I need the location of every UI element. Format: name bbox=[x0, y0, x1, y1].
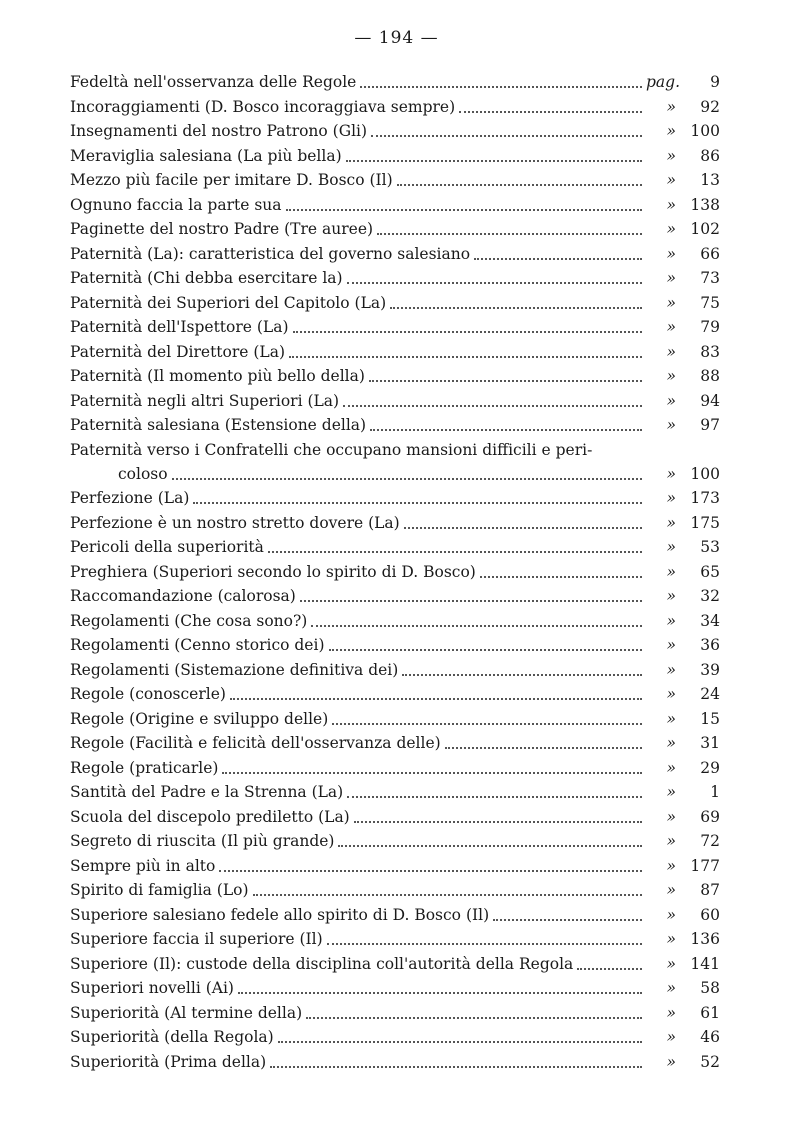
toc-entry bbox=[70, 854, 720, 879]
toc-entry-page-number: 29 bbox=[700, 758, 720, 777]
dot-leader bbox=[289, 356, 642, 358]
toc-entry-title: Regolamenti (Sistemazione definitiva dei) bbox=[70, 660, 399, 679]
toc-entry-page-number: 53 bbox=[700, 538, 720, 556]
toc-entry bbox=[70, 511, 720, 536]
toc-entry-title: Superiore (Il): custode della disciplina coll'autorità della Regola bbox=[70, 954, 574, 973]
toc-entry-title: Segreto di riuscita (Il più grande) bbox=[70, 832, 335, 850]
toc-entry-page-number: 69 bbox=[700, 807, 720, 826]
toc-entry bbox=[70, 1050, 720, 1075]
dot-leader bbox=[238, 992, 642, 994]
dot-leader bbox=[390, 307, 642, 309]
toc-entry-page-number: 92 bbox=[700, 97, 720, 116]
toc-entry bbox=[70, 658, 720, 683]
toc-entry-title: Regole (conoscerle) bbox=[70, 685, 226, 703]
toc-entry-title: Paternità (La): caratteristica del governo salesiano bbox=[70, 244, 471, 263]
toc-entry-page-prefix: » bbox=[666, 538, 676, 556]
toc-entry-page-prefix: » bbox=[666, 391, 676, 410]
dot-leader bbox=[346, 160, 642, 162]
toc-entry-title: Regole (Facilità e felicità dell'osservanza delle) bbox=[70, 734, 441, 752]
toc-entry-page-prefix: » bbox=[666, 318, 676, 336]
toc-entry-page-number: 102 bbox=[690, 220, 720, 238]
toc-entry-title: Perfezione (La) bbox=[70, 489, 190, 507]
toc-entry-page-number: 31 bbox=[700, 734, 720, 752]
toc-entry bbox=[70, 952, 720, 977]
toc-entry-page-number: 94 bbox=[700, 391, 720, 410]
toc-entry-page-prefix: » bbox=[666, 758, 676, 777]
toc-entry bbox=[70, 315, 720, 340]
toc-entry-page-prefix: » bbox=[666, 195, 676, 214]
toc-entry-page-number: 15 bbox=[700, 709, 720, 728]
toc-entry bbox=[70, 242, 720, 267]
toc-entry-title-line bbox=[70, 438, 720, 462]
toc-entry bbox=[70, 878, 720, 903]
dot-leader bbox=[459, 111, 642, 113]
toc-entry bbox=[70, 1001, 720, 1026]
toc-entry-title: Incoraggiamenti (D. Bosco incoraggiava sempre) bbox=[70, 97, 456, 116]
toc-entry-page-prefix: » bbox=[666, 1003, 676, 1022]
toc-entry-page-prefix: » bbox=[666, 416, 676, 434]
toc-entry bbox=[70, 364, 720, 389]
toc-entry bbox=[70, 903, 720, 928]
toc-entry-title: Raccomandazione (calorosa) bbox=[70, 587, 296, 605]
toc-entry-page-number: 52 bbox=[700, 1052, 720, 1071]
toc-entry-page-prefix: » bbox=[666, 611, 676, 630]
toc-entry-page-prefix: » bbox=[666, 832, 676, 850]
dot-leader bbox=[474, 258, 642, 260]
toc-entry-title: Paternità (Chi debba esercitare la) bbox=[70, 269, 343, 287]
toc-entry-page-number: 32 bbox=[700, 587, 720, 605]
toc-entry-page-prefix: » bbox=[666, 1052, 676, 1071]
toc-entry bbox=[70, 633, 720, 658]
toc-entry-page-prefix: » bbox=[666, 660, 676, 679]
toc-entry-page-prefix: » bbox=[666, 171, 676, 189]
toc-entry-title: Paternità dell'Ispettore (La) bbox=[70, 318, 289, 336]
toc-entry-page-prefix: » bbox=[666, 954, 676, 973]
toc-entry-page-number: 39 bbox=[700, 660, 720, 679]
dot-leader bbox=[253, 894, 642, 896]
toc-entry bbox=[70, 144, 720, 169]
toc-entry-page-prefix: » bbox=[666, 464, 676, 483]
toc-entry-page-prefix: » bbox=[666, 807, 676, 826]
dot-leader bbox=[347, 282, 642, 284]
toc-entry-title: Spirito di famiglia (Lo) bbox=[70, 881, 249, 899]
toc-entry-page-prefix: » bbox=[666, 979, 676, 997]
toc-entry-page-number: 73 bbox=[700, 269, 720, 287]
toc-entry-title: Preghiera (Superiori secondo lo spirito di D. Bosco) bbox=[70, 562, 476, 581]
toc-entry bbox=[70, 780, 720, 805]
toc-entry bbox=[70, 462, 720, 487]
dot-leader bbox=[369, 380, 642, 382]
toc-entry-page-number: 87 bbox=[700, 881, 720, 899]
toc-entry bbox=[70, 266, 720, 291]
dot-leader bbox=[193, 502, 642, 504]
toc-entry bbox=[70, 193, 720, 218]
toc-entry-page-number: 136 bbox=[690, 930, 720, 948]
toc-entry bbox=[70, 756, 720, 781]
dot-leader bbox=[270, 1066, 642, 1068]
toc-entry-title: Paternità salesiana (Estensione della) bbox=[70, 416, 367, 434]
dot-leader bbox=[293, 331, 643, 333]
dot-leader bbox=[332, 723, 642, 725]
dot-leader bbox=[338, 845, 642, 847]
toc-entry-page-prefix: » bbox=[666, 513, 676, 532]
toc-entry-page-number: 175 bbox=[690, 513, 720, 532]
toc-entry-page-number: 46 bbox=[700, 1028, 720, 1046]
toc-entry bbox=[70, 535, 720, 560]
dot-leader bbox=[371, 135, 642, 137]
toc-entry-title: Paginette del nostro Padre (Tre auree) bbox=[70, 220, 374, 238]
dot-leader bbox=[445, 747, 642, 749]
toc-entry-page-prefix: » bbox=[666, 489, 676, 507]
toc-entry-title: Pericoli della superiorità bbox=[70, 538, 264, 556]
toc-entry bbox=[70, 217, 720, 242]
toc-entry-page-prefix: » bbox=[666, 342, 676, 361]
dot-leader bbox=[354, 821, 642, 823]
toc-entry-page-prefix: » bbox=[666, 244, 676, 263]
dot-leader bbox=[219, 870, 642, 872]
toc-entry bbox=[70, 976, 720, 1001]
toc-entry bbox=[70, 707, 720, 732]
toc-entry bbox=[70, 291, 720, 316]
toc-entry bbox=[70, 584, 720, 609]
toc-entry-page-prefix: » bbox=[666, 709, 676, 728]
dot-leader bbox=[300, 600, 642, 602]
toc-entry-page-number: 75 bbox=[700, 293, 720, 312]
toc-entry-page-prefix: » bbox=[666, 1028, 676, 1046]
toc-entry-page-prefix: pag. bbox=[646, 73, 681, 91]
toc-entry bbox=[70, 1025, 720, 1050]
toc-entry-page-number: 65 bbox=[700, 562, 720, 581]
dot-leader bbox=[347, 796, 642, 798]
dot-leader bbox=[577, 968, 642, 970]
toc-entry-title: Scuola del discepolo prediletto (La) bbox=[70, 807, 350, 826]
toc-entry-title: Paternità (Il momento più bello della) bbox=[70, 367, 365, 385]
toc-entry-page-number: 83 bbox=[700, 342, 720, 361]
toc-entry-title: Paternità negli altri Superiori (La) bbox=[70, 391, 340, 410]
toc-entry-page-number: 61 bbox=[700, 1003, 720, 1022]
toc-entry bbox=[70, 340, 720, 365]
toc-entry bbox=[70, 927, 720, 952]
dot-leader bbox=[377, 233, 642, 235]
toc-entry-page-number: 173 bbox=[690, 489, 720, 507]
toc-entry-page-number: 34 bbox=[700, 611, 720, 630]
toc-entry-title: Superiori novelli (Ai) bbox=[70, 979, 234, 997]
toc-entry-title: Superiorità (Al termine della) bbox=[70, 1003, 303, 1022]
toc-entry bbox=[70, 95, 720, 120]
toc-entry-page-prefix: » bbox=[666, 856, 676, 875]
toc-entry-title: Fedeltà nell'osservanza delle Regole bbox=[70, 73, 357, 91]
dot-leader bbox=[402, 674, 642, 676]
toc-entry bbox=[70, 413, 720, 438]
toc-entry bbox=[70, 805, 720, 830]
toc-entry-title: Regole (Origine e sviluppo delle) bbox=[70, 709, 329, 728]
toc-entry-page-prefix: » bbox=[666, 293, 676, 312]
toc-entry-page-number: 13 bbox=[700, 171, 720, 189]
toc-entry-title: Sempre più in alto bbox=[70, 856, 216, 875]
page-number: — 194 — bbox=[354, 28, 439, 48]
toc-entry-page-number: 86 bbox=[700, 146, 720, 165]
toc-entry-page-number: 36 bbox=[700, 636, 720, 654]
toc-entry-page-prefix: » bbox=[666, 685, 676, 703]
dot-leader bbox=[286, 209, 642, 211]
dot-leader bbox=[404, 527, 642, 529]
toc-entry-page-number: 97 bbox=[700, 416, 720, 434]
dot-leader bbox=[360, 86, 642, 88]
toc-entry-page-prefix: » bbox=[666, 269, 676, 287]
toc-entry-title: Meraviglia salesiana (La più bella) bbox=[70, 146, 342, 165]
dot-leader bbox=[329, 649, 643, 651]
toc-entry bbox=[70, 389, 720, 414]
toc-entry-title: Regolamenti (Che cosa sono?) bbox=[70, 611, 308, 630]
toc-entry bbox=[70, 731, 720, 756]
toc-entry-title: Paternità dei Superiori del Capitolo (La) bbox=[70, 293, 387, 312]
toc-entry-page-number: 58 bbox=[700, 979, 720, 997]
toc-entry-title: Superiore salesiano fedele allo spirito di D. Bosco (Il) bbox=[70, 905, 490, 924]
dot-leader bbox=[493, 919, 642, 921]
toc-entry-page-prefix: » bbox=[666, 636, 676, 654]
toc-entry-page-number: 66 bbox=[700, 244, 720, 263]
toc-entry-title: Mezzo più facile per imitare D. Bosco (Il) bbox=[70, 171, 393, 189]
table-of-contents bbox=[70, 70, 720, 1074]
toc-entry-title: Superiore faccia il superiore (Il) bbox=[70, 930, 323, 948]
toc-entry-title: Regolamenti (Cenno storico dei) bbox=[70, 636, 325, 654]
toc-entry-page-number: 100 bbox=[690, 122, 720, 140]
dot-leader bbox=[311, 625, 642, 627]
toc-entry-title: Perfezione è un nostro stretto dovere (La) bbox=[70, 513, 400, 532]
toc-entry-page-number: 88 bbox=[700, 367, 720, 385]
toc-entry-page-number: 100 bbox=[690, 464, 720, 483]
toc-entry-title: Insegnamenti del nostro Patrono (Gli) bbox=[70, 122, 368, 140]
toc-entry-page-prefix: » bbox=[666, 146, 676, 165]
toc-entry bbox=[70, 829, 720, 854]
toc-entry bbox=[70, 486, 720, 511]
dot-leader bbox=[278, 1041, 642, 1043]
toc-entry-page-number: 79 bbox=[700, 318, 720, 336]
toc-entry-title: Superiorità (Prima della) bbox=[70, 1052, 267, 1071]
toc-entry bbox=[70, 168, 720, 193]
dot-leader bbox=[306, 1017, 642, 1019]
toc-entry-page-number: 1 bbox=[710, 783, 720, 801]
toc-entry-page-prefix: » bbox=[666, 881, 676, 899]
dot-leader bbox=[480, 576, 642, 578]
dot-leader bbox=[222, 772, 642, 774]
toc-entry bbox=[70, 682, 720, 707]
toc-entry-page-number: 177 bbox=[690, 856, 720, 875]
toc-entry-page-prefix: » bbox=[666, 367, 676, 385]
toc-entry-title: Paternità verso i Confratelli che occupano mansioni difficili e peri- bbox=[70, 440, 593, 459]
toc-entry-page-number: 138 bbox=[690, 195, 720, 214]
toc-entry-title: Regole (praticarle) bbox=[70, 758, 219, 777]
toc-entry-page-prefix: » bbox=[666, 220, 676, 238]
dot-leader bbox=[172, 478, 642, 480]
toc-entry-page-number: 60 bbox=[700, 905, 720, 924]
toc-entry-page-prefix: » bbox=[666, 905, 676, 924]
toc-entry-page-number: 72 bbox=[700, 832, 720, 850]
toc-entry bbox=[70, 70, 720, 95]
dot-leader bbox=[230, 698, 642, 700]
toc-entry-title: Paternità del Direttore (La) bbox=[70, 342, 285, 361]
dot-leader bbox=[370, 429, 642, 431]
toc-entry-page-prefix: » bbox=[666, 930, 676, 948]
toc-entry-title-continuation: coloso bbox=[118, 464, 168, 483]
dot-leader bbox=[397, 184, 642, 186]
dot-leader bbox=[327, 943, 642, 945]
toc-entry-title: Ognuno faccia la parte sua bbox=[70, 195, 282, 214]
toc-entry-page-number: 24 bbox=[700, 685, 720, 703]
toc-entry bbox=[70, 609, 720, 634]
toc-entry-page-prefix: » bbox=[666, 562, 676, 581]
toc-entry-page-prefix: » bbox=[666, 783, 676, 801]
dot-leader bbox=[343, 405, 642, 407]
toc-entry-page-prefix: » bbox=[666, 122, 676, 140]
dot-leader bbox=[268, 551, 642, 553]
toc-entry-title: Santità del Padre e la Strenna (La) bbox=[70, 783, 344, 801]
toc-entry-page-prefix: » bbox=[666, 734, 676, 752]
toc-entry-page-number: 9 bbox=[710, 73, 720, 91]
toc-entry bbox=[70, 560, 720, 585]
toc-entry bbox=[70, 119, 720, 144]
toc-entry-page-number: 141 bbox=[690, 954, 720, 973]
toc-entry-page-prefix: » bbox=[666, 97, 676, 116]
toc-entry-page-prefix: » bbox=[666, 587, 676, 605]
toc-entry-title: Superiorità (della Regola) bbox=[70, 1028, 274, 1046]
